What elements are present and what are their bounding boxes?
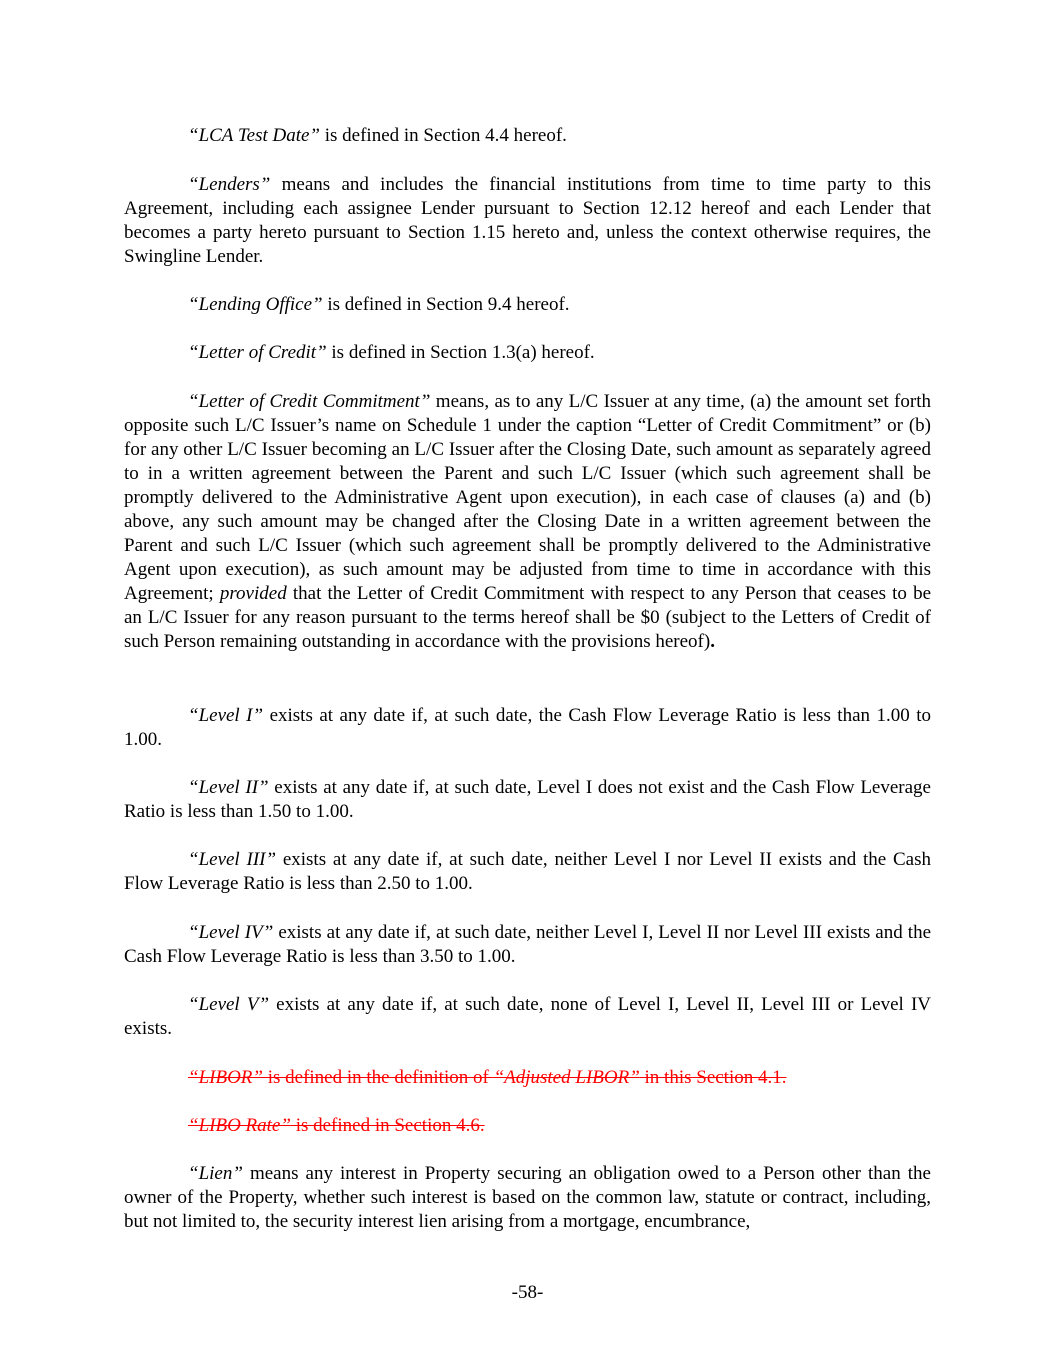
definition-text: is defined in the definition of [262, 1067, 494, 1088]
definition-lenders [124, 173, 931, 269]
definition-text: means, as to any L/C Issuer at any time, (a) the amount set forth opposite such L/C Issuer’s name on Schedule 1 under the caption “Letter of Credit Commitment” or (b) for any other L/C Issuer becoming an L/C Issuer after the Closing Date, such amount as separately agreed to in a written agreement between the Parent and such L/C Issuer (which such agreement shall be promptly delivered to the Administrative Agent upon execution), in each case of clauses (a) and (b) above, any such amount may be changed after the Closing Date in a written agreement between the Parent and such L/C Issuer (which such agreement shall be promptly delivered to the Administrative Agent upon execution), as such amount may be adjusted from time to time in accordance with this Agreement; [124, 391, 931, 604]
definition-text: exists at any date if, at such date, neither Level I nor Level II exists and the Cash Flow Leverage Ratio is less than 2.50 to 1.00. [124, 849, 931, 894]
defined-term: “Lien” [188, 1163, 243, 1184]
definition-text: means any interest in Property securing an obligation owed to a Person other than the owner of the Property, whether such interest is based on the common law, statute or contract, including, but not limited to, the security interest lien arising from a mortgage, encumbrance, [124, 1163, 931, 1232]
definition-letter-of-credit-commitment [124, 390, 931, 654]
definition-text-continued: in this Section 4.1. [639, 1067, 787, 1088]
definition-level-i [124, 704, 931, 752]
definition-text: means and includes the financial institutions from time to time party to this Agreement, including each assignee Lender pursuant to Section 12.12 hereof and each Lender that becomes a party hereto pursuant to Section 1.15 hereto and, unless the context otherwise requires, the Swingline Lender. [124, 174, 931, 267]
defined-term: “Lenders” [188, 174, 271, 195]
defined-term: “LIBOR” [188, 1067, 263, 1088]
defined-term: “Lending Office” [188, 294, 323, 315]
definition-text: is defined in Section 9.4 hereof. [322, 294, 570, 315]
defined-term-reference: “Adjusted LIBOR” [493, 1067, 640, 1088]
defined-term: “Level I” [188, 705, 264, 726]
deleted-definition-libo-rate [124, 1114, 931, 1138]
definition-level-v [124, 993, 931, 1041]
definition-letter-of-credit [124, 341, 931, 365]
defined-term: “Level IV” [188, 922, 274, 943]
defined-term: “LIBO Rate” [188, 1115, 291, 1136]
definition-text: exists at any date if, at such date, Level I does not exist and the Cash Flow Leverage Ratio is less than 1.50 to 1.00. [124, 777, 931, 822]
italic-proviso: provided [219, 583, 287, 604]
definition-text: exists at any date if, at such date, none of Level I, Level II, Level III or Level IV exists. [124, 994, 932, 1039]
definition-level-iii [124, 848, 931, 896]
defined-term: “LCA Test Date” [188, 125, 320, 146]
defined-term: “Level II” [188, 777, 269, 798]
definition-text: exists at any date if, at such date, the Cash Flow Leverage Ratio is less than 1.00 to 1.00. [124, 705, 932, 750]
definition-text-continued: that the Letter of Credit Commitment with respect to any Person that ceases to be an L/C Issuer for any reason pursuant to the terms hereof shall be $0 (subject to the Letters of Credit of such Person remaining outstanding in accordance with the provisions hereof) [124, 583, 932, 652]
definition-text: is defined in Section 4.4 hereof. [320, 125, 567, 146]
defined-term: “Level III” [188, 849, 277, 870]
definition-lca-test-date [124, 124, 931, 148]
definition-text: is defined in Section 4.6. [290, 1115, 485, 1136]
definition-level-ii [124, 776, 931, 824]
definition-level-iv [124, 921, 931, 969]
defined-term: “Level V” [188, 994, 270, 1015]
defined-term: “Letter of Credit Commitment” [188, 391, 431, 412]
definition-lending-office [124, 293, 931, 317]
bold-period: . [710, 631, 715, 652]
definition-lien [124, 1162, 931, 1234]
deleted-definition-libor [124, 1066, 931, 1090]
defined-term: “Letter of Credit” [188, 342, 327, 363]
definition-text: is defined in Section 1.3(a) hereof. [326, 342, 595, 363]
page-number: -58- [511, 1282, 544, 1303]
definition-text: exists at any date if, at such date, neither Level I, Level II nor Level III exists and the Cash Flow Leverage Ratio is less than 3.50 to 1.00. [124, 922, 931, 967]
